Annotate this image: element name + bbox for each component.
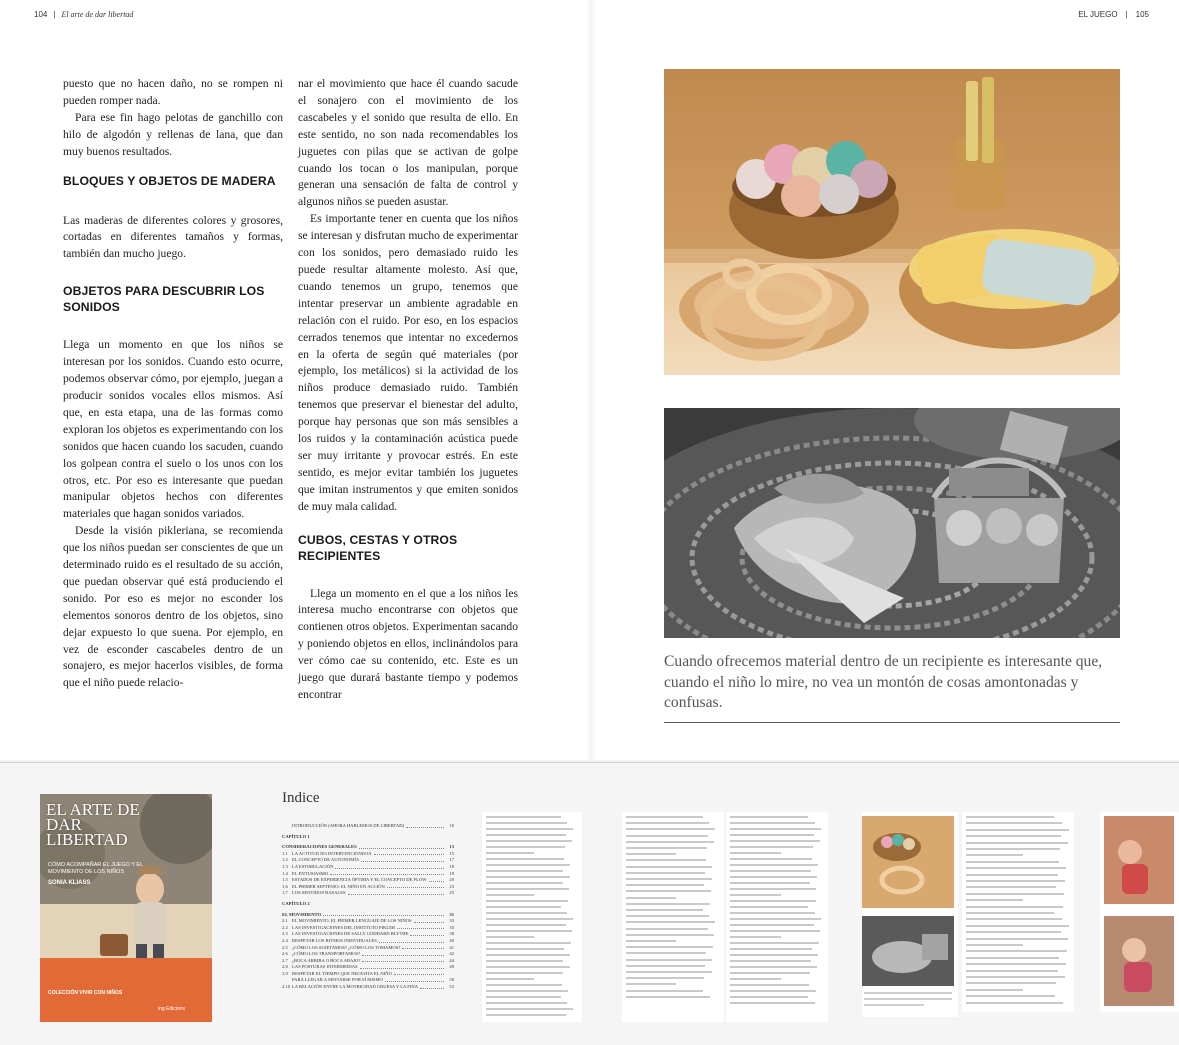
section-heading: OBJETOS PARA DESCUBRIR LOS SONIDOS bbox=[63, 284, 265, 315]
toc-entry-page: 20 bbox=[449, 877, 454, 883]
thumbnail-text-line bbox=[966, 957, 1059, 959]
toc-entry[interactable] bbox=[282, 851, 454, 858]
toc-entry-page: 10 bbox=[449, 823, 454, 828]
thumbnail-text-line bbox=[966, 899, 1023, 901]
thumbnail-text-line bbox=[626, 934, 714, 936]
thumbnail-text-line bbox=[486, 942, 571, 944]
text-column-1 bbox=[63, 76, 283, 692]
photo-baskets-on-rug bbox=[664, 408, 1120, 638]
toc-entry-number: 2.1 bbox=[282, 918, 288, 924]
thumbnail-text-line bbox=[486, 876, 570, 878]
toc-leader-dots bbox=[335, 864, 444, 869]
toc-thumbnail[interactable] bbox=[282, 790, 454, 991]
thumbnail-text-line bbox=[730, 870, 811, 872]
toc-page-3-thumbnail[interactable] bbox=[622, 812, 724, 1022]
thumbnail-text-line bbox=[966, 906, 1063, 908]
thumbnail-text-line bbox=[486, 912, 567, 914]
toc-entry-title: LOS SENTIDOS BASALES bbox=[292, 890, 346, 896]
toc-leader-dots bbox=[348, 890, 444, 895]
toc-entry[interactable] bbox=[282, 951, 454, 958]
body-paragraph: nar el movimiento que hace él cuando sacude el sonajero con el movimiento de los cascabeles y el sonido que resulta de ello. En este sentido, no son nada recomendables los juguetes con pilas que se activan de golpe cuando los tocan o los manipulan, porque generan una sensación de falta de control y algunos niños se pueden asustar. bbox=[298, 77, 518, 209]
thumbnail-text-line bbox=[730, 882, 810, 884]
thumbnail-text-line bbox=[730, 858, 812, 860]
thumbnail-text-line bbox=[486, 996, 561, 998]
toc-leader-dots bbox=[402, 945, 444, 950]
thumbnail-text-line bbox=[730, 942, 819, 944]
thumbnail-text-line bbox=[730, 906, 808, 908]
toc-entry[interactable] bbox=[282, 857, 454, 864]
spread-thumbnail-text[interactable] bbox=[962, 812, 1074, 1012]
thumbnail-text-line bbox=[730, 966, 817, 968]
thumbnail-text-line bbox=[626, 909, 703, 911]
toc-entry-page: 13 bbox=[449, 844, 454, 850]
thumbnail-text-line bbox=[486, 1014, 566, 1016]
thumbnail-text-line bbox=[626, 990, 703, 992]
toc-entry-number: 2.10 bbox=[282, 984, 291, 990]
section-heading: BLOQUES Y OBJETOS DE MADERA bbox=[63, 173, 276, 188]
thumbnail-text-line bbox=[486, 870, 563, 872]
toc-leader-dots bbox=[414, 918, 444, 923]
toc-entry-page: 25 bbox=[449, 890, 454, 896]
thumbnail-text-line bbox=[626, 828, 715, 830]
toc-leader-dots bbox=[397, 925, 444, 930]
thumbnail-text-line bbox=[486, 948, 564, 950]
toc-page-2-thumbnail[interactable] bbox=[482, 812, 582, 1022]
toc-entry-number: 2.2 bbox=[282, 924, 288, 930]
thumbnail-text-line bbox=[626, 940, 676, 942]
text-column-2 bbox=[298, 76, 518, 704]
toc-leader-dots bbox=[387, 884, 444, 889]
toc-entry-page: 41 bbox=[449, 944, 454, 950]
thumbnail-text-line bbox=[730, 960, 811, 962]
toc-entry-title: CONSIDERACIONES GENERALES bbox=[282, 844, 357, 850]
thumbnail-text-line bbox=[966, 918, 1062, 920]
toc-entry-number: 1.2 bbox=[282, 857, 288, 863]
toc-entry-page: 44 bbox=[449, 957, 454, 963]
section-heading: CUBOS, CESTAS Y OTROS RECIPIENTES bbox=[298, 532, 458, 563]
thumbnail-text-line bbox=[486, 864, 570, 866]
thumbnail-text-line bbox=[626, 965, 705, 967]
thumbnail-text-line bbox=[486, 954, 570, 956]
toc-leader-dots bbox=[362, 958, 444, 963]
toc-entry[interactable] bbox=[282, 964, 454, 971]
toc-entry-page: 38 bbox=[449, 931, 454, 937]
caption-rule bbox=[664, 722, 1120, 723]
thumbnail-text-line bbox=[626, 872, 705, 874]
toc-entry-title: LA ESTIMULACIÓN bbox=[292, 863, 334, 869]
toc-leader-dots bbox=[323, 912, 444, 917]
thumbnail-text-line bbox=[966, 874, 1058, 876]
body-paragraph: puesto que no hacen daño, no se rompen ni pueden romper nada. bbox=[63, 77, 283, 107]
right-page-number: 105 bbox=[1135, 10, 1149, 19]
toc-chapter[interactable] bbox=[282, 834, 454, 841]
toc-entry-page: 40 bbox=[449, 937, 454, 943]
toc-entry-page: 50 bbox=[449, 977, 454, 983]
toc-title: Indice bbox=[282, 790, 320, 806]
toc-entry-number: 1.1 bbox=[282, 850, 288, 856]
thumbnail-text-line bbox=[966, 950, 1067, 952]
cover-collection: COLECCIÓN VIVIR CON NIÑOS bbox=[48, 990, 123, 996]
thumbnail-text-line bbox=[626, 921, 715, 923]
thumbnail-text-line bbox=[730, 990, 816, 992]
toc-leader-dots bbox=[374, 851, 444, 856]
thumbnail-text-line bbox=[966, 970, 1058, 972]
toc-entry[interactable] bbox=[282, 958, 454, 965]
toc-leader-dots bbox=[362, 951, 444, 956]
thumbnail-text-line bbox=[626, 835, 708, 837]
toc-entry-title: EL MOVIMIENTO bbox=[282, 911, 322, 917]
toc-entry-page: 23 bbox=[449, 883, 454, 889]
thumbnail-text-line bbox=[486, 990, 568, 992]
thumbnail-text-line bbox=[730, 834, 814, 836]
toc-entry-page: 33 bbox=[449, 918, 454, 924]
toc-entry[interactable] bbox=[282, 890, 454, 897]
body-paragraph: Desde la visión pikleriana, se recomienda que los niños puedan ser conscientes de que un determinado ruido es el resultado de su acción, que puedan observar qué está produciendo el sonido. Por eso es mejor no esconder los elementos sonoros dentro de los objetos, sino dejar expuesto lo que suena. Por ejemplo, en vez de esconder cascabeles dentro de un sonajero, es mejor hacerlos visibles, de forma que el niño puede relacio- bbox=[63, 524, 283, 690]
thumbnail-text-line bbox=[626, 847, 707, 849]
toc-entry[interactable] bbox=[282, 984, 454, 991]
thumbnail-text-line bbox=[626, 859, 706, 861]
toc-entry[interactable] bbox=[282, 971, 454, 978]
toc-leader-dots bbox=[385, 977, 444, 982]
toc-entry-page: 35 bbox=[449, 924, 454, 930]
thumbnail-text-line bbox=[966, 867, 1066, 869]
thumbnail-text-line bbox=[486, 816, 561, 818]
toc-entry-page bbox=[446, 971, 454, 978]
thumbnail-text-line bbox=[730, 954, 818, 956]
body-paragraph: Llega un momento en el que a los niños les interesa mucho encontrarse con objetos que contienen otros objetos. Experimentan sacando y poniendo objetos en ellos, inclinándolos para ver cómo cae su contenido, etc. Este es un juego que durará bastante tiempo y podemos encontrar bbox=[298, 586, 518, 701]
toc-chapter[interactable] bbox=[282, 912, 454, 919]
left-running-title: El arte de dar libertad bbox=[61, 10, 134, 19]
toc-entry-title: EL MOVIMIENTO, EL PRIMER LENGUAJE DE LOS NIÑOS bbox=[292, 918, 412, 924]
thumbnail-text-line bbox=[486, 924, 566, 926]
thumbnail-text-line bbox=[486, 960, 563, 962]
toc-entry-title: ¿BOCA ARRIBA O BOCA ABAJO? bbox=[292, 957, 361, 963]
toc-leader-dots bbox=[360, 964, 444, 969]
toc-leader-dots bbox=[410, 931, 444, 936]
thumbnail-text-line bbox=[486, 1002, 567, 1004]
body-paragraph: Las maderas de diferentes colores y grosores, cortadas en diferentes tamaños y formas, también dan mucho juego. bbox=[63, 213, 283, 261]
toc-entry-page: 17 bbox=[449, 857, 454, 863]
thumbnail-text-line bbox=[486, 972, 563, 974]
toc-entry-page: 53 bbox=[449, 984, 454, 990]
thumbnail-text-line bbox=[626, 971, 712, 973]
toc-entry-title: ESTADOS DE EXPERIENCIA ÓPTIMA Y EL CONCEPTO DE FLOW bbox=[292, 877, 427, 883]
thumbnail-text-line bbox=[966, 963, 1066, 965]
thumbnail-text-line bbox=[626, 884, 704, 886]
toc-entry[interactable] bbox=[282, 938, 454, 945]
thumbnail-text-line bbox=[486, 936, 534, 938]
thumbnail-text-line bbox=[966, 944, 1023, 946]
toc-entry-title: ¿CÓMO LOS TRANSPORTAMOS? bbox=[292, 951, 361, 957]
thumbnail-text-line bbox=[626, 983, 676, 985]
thumbnail-text-line bbox=[626, 853, 676, 855]
toc-entry-title: EL PRIMER SEPTENIO: EL NIÑO EN ACCIÓN bbox=[292, 883, 385, 889]
thumbnail-text-line bbox=[730, 924, 814, 926]
toc-entry-title: RESPETAR LOS RITMOS INDIVIDUALES bbox=[292, 937, 377, 943]
toc-entry-number bbox=[282, 977, 292, 984]
spread-thumbnail-photos[interactable] bbox=[862, 812, 958, 1017]
toc-entry-title: LA ACTITUD NO INTERVENCIONISTA bbox=[292, 850, 372, 856]
toc-entry-title: LAS INVESTIGACIONES DEL INSTITUTO PIKLER bbox=[292, 924, 396, 930]
thumbnail-text-line bbox=[730, 840, 820, 842]
thumbnail-text-line bbox=[730, 936, 781, 938]
thumbnail-text-line bbox=[966, 912, 1054, 914]
toc-entry-page: 49 bbox=[449, 964, 454, 970]
toc-entry-page: 15 bbox=[449, 850, 454, 856]
thumbnail-text-line bbox=[626, 915, 709, 917]
toc-entry-page: 18 bbox=[449, 863, 454, 869]
thumbnail-text-line bbox=[730, 912, 815, 914]
toc-list bbox=[282, 823, 454, 991]
thumbnail-text-line bbox=[730, 1002, 815, 1004]
toc-entry-number: 2.7 bbox=[282, 957, 288, 963]
book-cover-thumbnail[interactable] bbox=[40, 794, 212, 1022]
toc-entry-page: 19 bbox=[449, 870, 454, 876]
thumbnail-text-line bbox=[730, 876, 817, 878]
toc-leader-dots bbox=[420, 984, 444, 989]
thumbnail-text-line bbox=[730, 930, 820, 932]
thumbnail-text-line bbox=[626, 946, 713, 948]
toc-entry-number: 1.3 bbox=[282, 863, 288, 869]
thumbnail-text-line bbox=[966, 822, 1062, 824]
toc-entry-title: INTRODUCCIÓN (AHORA HABLEMOS DE LIBERTAD) bbox=[292, 823, 405, 828]
thumbnail-text-line bbox=[966, 854, 1023, 856]
thumbnail-text-line bbox=[626, 822, 709, 824]
thumbnail-text-line bbox=[730, 828, 821, 830]
toc-entry[interactable] bbox=[282, 925, 454, 932]
thumbnail-text-line bbox=[966, 1002, 1063, 1004]
toc-entry[interactable] bbox=[282, 871, 454, 878]
thumbnail-text-line bbox=[966, 931, 1061, 933]
toc-leader-dots bbox=[406, 823, 444, 828]
toc-entry[interactable] bbox=[282, 823, 454, 830]
toc-entry-title: PARA LLEGAR A SENTARSE POR SÍ MISMO bbox=[292, 977, 383, 983]
left-page-number: 104 bbox=[34, 10, 48, 19]
toc-entry-number bbox=[282, 823, 292, 830]
thumbnail-text-line bbox=[966, 982, 1056, 984]
toc-leader-dots bbox=[429, 877, 444, 882]
thumbnail-text-line bbox=[966, 829, 1069, 831]
toc-leader-dots bbox=[330, 871, 444, 876]
thumbnail-text-line bbox=[966, 886, 1056, 888]
thumbnail-text-line bbox=[486, 888, 569, 890]
thumbnail-text-line bbox=[486, 834, 566, 836]
thumbnail-text-line bbox=[966, 816, 1054, 818]
toc-entry-title: ¿CÓMO LOS SUJETAMOS? ¿CÓMO LOS TOMAMOS? bbox=[292, 944, 401, 950]
thumbnail-text-line bbox=[966, 835, 1061, 837]
toc-entry-title: CAPÍTULO 1 bbox=[282, 833, 310, 839]
toc-entry-number: 1.7 bbox=[282, 890, 288, 896]
thumbnail-text-line bbox=[626, 866, 712, 868]
toc-entry-title: EL CONCEPTO DE AUTONOMÍA bbox=[292, 857, 360, 863]
toc-leader-dots bbox=[361, 857, 444, 862]
body-paragraph: Para ese fin hago pelotas de ganchillo con hilo de algodón y rellenas de lana, que dan muy buenos resultados. bbox=[63, 110, 283, 158]
toc-entry-number: 2.4 bbox=[282, 937, 288, 943]
thumbnail-text-line bbox=[626, 977, 704, 979]
thumbnail-text-line bbox=[730, 978, 781, 980]
thumbnail-text-line bbox=[966, 848, 1060, 850]
thumbnail-text-line bbox=[730, 846, 813, 848]
toc-entry-number: 1.5 bbox=[282, 877, 288, 883]
toc-entry-title: LAS POSTURAS INTERMEDIAS bbox=[292, 964, 358, 970]
page-thumbnail-text[interactable] bbox=[726, 812, 828, 1022]
thumbnail-text-line bbox=[730, 816, 808, 818]
toc-entry-title: EL ENTUSIASMO bbox=[292, 870, 329, 876]
body-paragraph: Llega un momento en que los niños se interesan por los sonidos. Cuando esto ocurre, podemos observar cómo, por ejemplo, juegan a producir sonidos vocales ellos mismos. Así que, en esta etapa, una de las formas como exploran los objetos es experimentando con los sonidos que hacen cuando los sacuden, cuando los golpean contra el suelo o los unos con los otros, etc. Por eso es interesante que puedan manipular objetos hechos con diferentes materiales que hagan sonidos variados. bbox=[63, 338, 283, 521]
thumbnail-text-line bbox=[966, 880, 1065, 882]
cover-author: SONIA KLIASS bbox=[48, 880, 91, 886]
toc-entry[interactable] bbox=[282, 918, 454, 925]
thumbnail-text-line bbox=[730, 894, 781, 896]
toc-entry-title: RESPETAR EL TIEMPO QUE NECESITA EL NIÑO bbox=[292, 970, 392, 976]
toc-entry-number: 2.6 bbox=[282, 951, 288, 957]
toc-entry-page: 42 bbox=[449, 951, 454, 957]
thumbnail-text-line bbox=[966, 925, 1069, 927]
thumbnail-text-line bbox=[486, 1008, 573, 1010]
toc-entry-title: LAS INVESTIGACIONES DE SALLY GODDARD BLYTHE bbox=[292, 931, 409, 937]
thumbnail-text-line bbox=[486, 882, 563, 884]
body-paragraph: Es importante tener en cuenta que los niños se interesan y disfrutan mucho de experimentar con los sonidos, pero demasiado ruido les puede resultar altamente molesto. Así que, cuando tenemos un grupo, tenemos que intentar preservar un ambiente agradable en relación con el ruido. Por eso, en los espacios cerrados tenemos que intentar no excedernos en la oferta de según qué materiales (por ejemplo, los metálicos) si la actividad de los niños produce demasiado ruido. También tenemos que preservar el bienestar del adulto, porque hay personas que son más sensibles a los ruidos y la contaminación acústica puede ser muy irritante y provocar estrés. En este sentido, es mejor evitar también los juguetes que imitan instrumentos y que emiten sonidos de muy mala calidad. bbox=[298, 212, 518, 513]
thumbnail-text-line bbox=[626, 890, 711, 892]
toc-entry-number: 1.6 bbox=[282, 883, 288, 889]
thumbnail-text-line bbox=[486, 930, 572, 932]
toc-entry[interactable] bbox=[282, 931, 454, 938]
toc-entry-number: 2.3 bbox=[282, 931, 288, 937]
toc-chapter[interactable] bbox=[282, 844, 454, 851]
left-running-head: 104 | El arte de dar libertad bbox=[34, 10, 134, 19]
thumbnail-text-line bbox=[486, 900, 568, 902]
thumbnail-text-line bbox=[730, 948, 812, 950]
thumbnail-text-line bbox=[486, 822, 567, 824]
thumbnail-text-line bbox=[486, 852, 534, 854]
thumbnail-text-line bbox=[626, 928, 708, 930]
thumbnail-text-line bbox=[730, 996, 808, 998]
thumbnail-text-line bbox=[730, 888, 816, 890]
thumbnail-text-line bbox=[626, 903, 710, 905]
thumbnail-text-line bbox=[486, 906, 561, 908]
thumbnail-text-line bbox=[626, 878, 712, 880]
thumbnail-text-line bbox=[486, 840, 572, 842]
thumbnail-text-line bbox=[730, 852, 781, 854]
toc-entry-title: CAPÍTULO 2 bbox=[282, 900, 310, 906]
thumbnail-text-line bbox=[966, 989, 1023, 991]
thumbnail-text-line bbox=[966, 938, 1068, 940]
spread-thumbnail-children[interactable] bbox=[1100, 812, 1179, 1012]
toc-entry-number: 2.8 bbox=[282, 964, 288, 970]
toc-leader-dots bbox=[359, 844, 444, 849]
cover-publisher: ing Edicions bbox=[158, 1006, 185, 1012]
thumbnail-text-line bbox=[486, 846, 565, 848]
thumbnail-text-line bbox=[486, 978, 534, 980]
toc-entry[interactable] bbox=[282, 877, 454, 884]
toc-leader-dots bbox=[379, 938, 444, 943]
thumbnail-text-line bbox=[730, 864, 818, 866]
toc-leader-dots bbox=[394, 971, 444, 976]
thumbnail-text-line bbox=[966, 893, 1064, 895]
thumbnail-text-line bbox=[730, 822, 815, 824]
page-gutter bbox=[586, 0, 596, 760]
thumbnail-text-line bbox=[730, 900, 816, 902]
thumbnail-text-line bbox=[486, 966, 570, 968]
thumbnail-text-line bbox=[730, 918, 821, 920]
right-running-head: EL JUEGO | 105 bbox=[1078, 10, 1149, 19]
photo-caption: Cuando ofrecemos material dentro de un recipiente es interesante que, cuando el niño lo mire, no vea un montón de cosas amontonadas y confusas. bbox=[664, 653, 1103, 711]
photo-balls-and-wooden-rings bbox=[664, 69, 1120, 375]
toc-entry-number: 2.5 bbox=[282, 944, 288, 950]
toc-chapter[interactable] bbox=[282, 901, 454, 908]
toc-entry-page: 31 bbox=[449, 911, 454, 917]
thumbnail-text-line bbox=[966, 861, 1059, 863]
thumbnail-text-line bbox=[486, 984, 562, 986]
thumbnail-text-line bbox=[626, 952, 706, 954]
toc-entry-number: 1.4 bbox=[282, 870, 288, 876]
thumbnail-text-line bbox=[486, 858, 564, 860]
thumbnail-text-line bbox=[626, 897, 676, 899]
thumbnail-text-line bbox=[626, 816, 703, 818]
toc-entry-title: LA RELACIÓN ENTRE LA MOTRICIDAD GRUESA Y LA FINA bbox=[292, 984, 418, 990]
cover-subtitle: CÓMO ACOMPAÑAR EL JUEGO Y EL MOVIMIENTO DE LOS NIÑOS bbox=[48, 862, 143, 875]
thumbnail-text-line bbox=[966, 842, 1068, 844]
thumbnail-text-line bbox=[626, 959, 712, 961]
thumbnail-text-line bbox=[486, 894, 534, 896]
toc-entry[interactable] bbox=[282, 864, 454, 871]
thumbnail-text-line bbox=[730, 984, 809, 986]
thumbnail-text-line bbox=[486, 828, 573, 830]
thumbnail-text-line bbox=[486, 918, 573, 920]
toc-entry-number: 2.9 bbox=[282, 970, 288, 976]
toc-entry[interactable] bbox=[282, 977, 454, 984]
toc-entry[interactable] bbox=[282, 945, 454, 952]
right-running-title: EL JUEGO bbox=[1078, 10, 1118, 19]
thumbnail-text-line bbox=[966, 976, 1065, 978]
cover-title: EL ARTE DE DAR LIBERTAD bbox=[46, 800, 140, 849]
thumbnail-text-line bbox=[626, 841, 714, 843]
thumbnail-text-line bbox=[626, 996, 710, 998]
thumbnail-text-line bbox=[966, 995, 1055, 997]
toc-entry[interactable] bbox=[282, 884, 454, 891]
thumbnail-text-line bbox=[730, 972, 810, 974]
